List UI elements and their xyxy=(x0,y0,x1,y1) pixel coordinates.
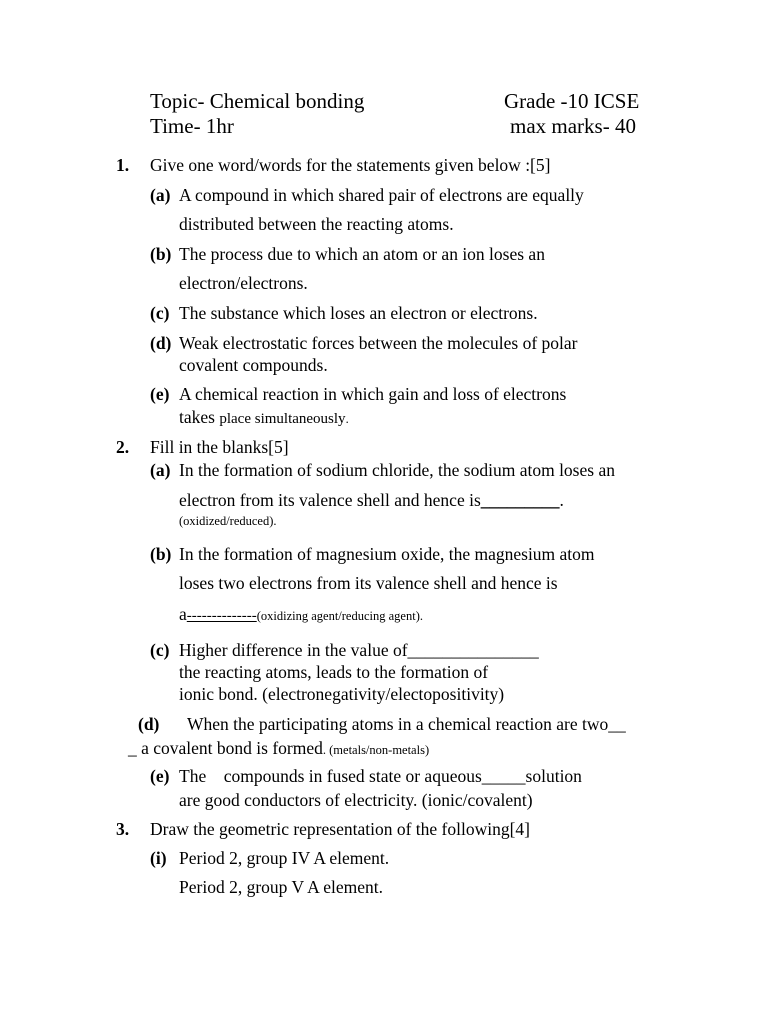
q2d-line2-text: _ a covalent bond is formed xyxy=(128,738,323,758)
q2c-label: (c) xyxy=(150,640,170,660)
q2a-options-dot: . xyxy=(273,514,277,528)
q1e-line2-a: takes xyxy=(179,407,220,427)
q2a-line1: In the formation of sodium chloride, the sodium atom loses an xyxy=(179,460,615,480)
q2b-options-dot: . xyxy=(419,609,423,623)
q1e-line2 xyxy=(179,406,349,430)
q2a-line2-dot: . xyxy=(559,490,564,510)
q3i-label: (i) xyxy=(150,848,167,868)
q2e-line1: The compounds in fused state or aqueous_____solution xyxy=(179,766,582,786)
q1a-line2: distributed between the reacting atoms. xyxy=(179,214,454,234)
q2b-line2: loses two electrons from its valence shell and hence is xyxy=(179,573,558,593)
q2b-line3-a: a xyxy=(179,604,187,624)
max-marks-label: max marks- 40 xyxy=(510,114,636,138)
q1c-label: (c) xyxy=(150,303,170,323)
q2a-label: (a) xyxy=(150,460,171,480)
q2e-label: (e) xyxy=(150,766,170,786)
q1b-line2: electron/electrons. xyxy=(179,273,308,293)
q2d-line1: When the participating atoms in a chemical reaction are two__ xyxy=(187,714,626,734)
q1e-line2-b: place simultaneously xyxy=(219,411,346,427)
q1e-line2-dot: . xyxy=(345,412,349,426)
q1-number: 1. xyxy=(116,155,130,175)
q2d-options: . (metals/non-metals) xyxy=(322,743,430,757)
q1d-line1: Weak electrostatic forces between the molecules of polar xyxy=(179,333,578,353)
q2d-label: (d) xyxy=(138,714,160,734)
q1e-label: (e) xyxy=(150,384,170,404)
time-label: Time- 1hr xyxy=(150,114,234,138)
q2c-line1: Higher difference in the value of_______________ xyxy=(179,640,539,660)
q2b-options: (oxidizing agent/reducing agent) xyxy=(256,609,420,623)
q2b-label: (b) xyxy=(150,544,172,564)
q2a-options xyxy=(179,512,277,530)
grade-label: Grade -10 ICSE xyxy=(504,89,640,113)
q3i-line1: Period 2, group IV A element. xyxy=(179,848,390,868)
q2-number: 2. xyxy=(116,437,130,457)
q2a-line2-text: electron from its valence shell and hence is xyxy=(179,490,481,510)
q2a-options-text: (oxidized/reduced) xyxy=(179,514,274,528)
q2c-line3: ionic bond. (electronegativity/electopositivity) xyxy=(179,684,505,704)
topic-title: Topic- Chemical bonding xyxy=(150,89,365,113)
q2c-line2: the reacting atoms, leads to the formation of xyxy=(179,662,489,682)
q1b-label: (b) xyxy=(150,244,172,264)
q1a-label: (a) xyxy=(150,185,171,205)
q2b-blank: -------------- xyxy=(186,608,257,624)
q2-text: Fill in the blanks[5] xyxy=(150,437,289,457)
q1d-line2: covalent compounds. xyxy=(179,355,328,375)
q2b-line1: In the formation of magnesium oxide, the magnesium atom xyxy=(179,544,595,564)
q2b-line3 xyxy=(179,603,423,627)
q1d-label: (d) xyxy=(150,333,172,353)
q2a-blank: _________ xyxy=(480,490,560,510)
q2e-line2: are good conductors of electricity. (ionic/covalent) xyxy=(179,790,533,810)
q3i-line2: Period 2, group V A element. xyxy=(179,877,383,897)
q2a-line2 xyxy=(179,489,564,511)
q3-number: 3. xyxy=(116,819,130,839)
q1-text: Give one word/words for the statements given below :[5] xyxy=(150,155,551,175)
q1a-line1: A compound in which shared pair of electrons are equally xyxy=(179,185,584,205)
q1e-line1: A chemical reaction in which gain and loss of electrons xyxy=(179,384,567,404)
q1b-line1: The process due to which an atom or an ion loses an xyxy=(179,244,545,264)
q1c-line1: The substance which loses an electron or electrons. xyxy=(179,303,538,323)
q3-text: Draw the geometric representation of the following[4] xyxy=(150,819,531,839)
q2d-line2 xyxy=(128,737,429,761)
